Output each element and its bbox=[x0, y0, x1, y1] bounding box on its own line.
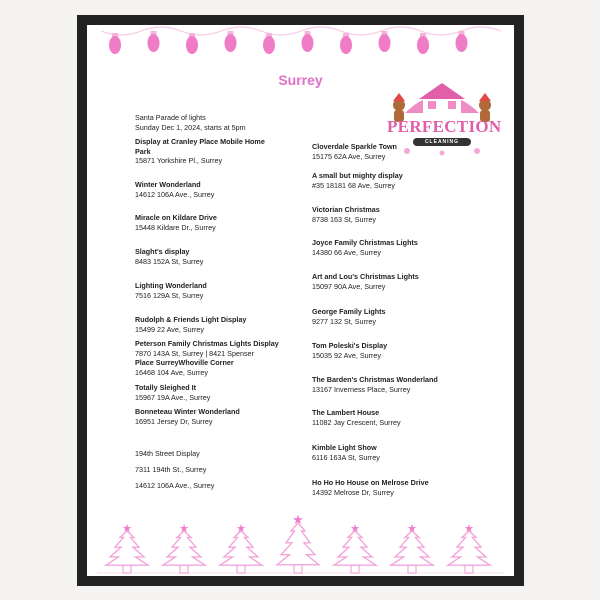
tree-outline bbox=[334, 531, 376, 565]
entry-detail: 15448 Kildare Dr., Surrey bbox=[135, 222, 216, 232]
tree-trunk bbox=[351, 565, 359, 573]
entry-name: A small but mighty display bbox=[312, 171, 403, 180]
tree-trunk bbox=[408, 565, 416, 573]
entry-detail: 14392 Melrose Dr, Surrey bbox=[312, 487, 394, 497]
entry-detail: 16951 Jersey Dr, Surrey bbox=[135, 416, 213, 426]
entry-name: Rudolph & Friends Light Display bbox=[135, 315, 247, 324]
list-item bbox=[135, 407, 240, 426]
poster-page bbox=[87, 25, 514, 576]
list-item bbox=[312, 307, 386, 326]
string-lights-decoration bbox=[101, 25, 501, 65]
light-bulb-icon bbox=[263, 36, 275, 54]
list-item bbox=[135, 449, 200, 459]
star-icon: ★ bbox=[236, 523, 246, 535]
list-item bbox=[135, 213, 217, 232]
tree-outline bbox=[106, 531, 148, 565]
list-item bbox=[312, 375, 438, 394]
tree-trunk bbox=[123, 565, 131, 573]
entry-name: Kimble Light Show bbox=[312, 443, 377, 452]
tree-trunk bbox=[465, 565, 473, 573]
left-column bbox=[135, 113, 305, 493]
light-bulb-icon bbox=[379, 34, 391, 52]
list-item bbox=[312, 272, 419, 291]
christmas-tree-icon bbox=[163, 523, 205, 573]
entry-detail: 7311 194th St., Surrey bbox=[135, 465, 207, 474]
entry-name: George Family Lights bbox=[312, 307, 386, 316]
tree-outline bbox=[220, 531, 262, 565]
list-item bbox=[135, 315, 246, 334]
christmas-trees-decoration bbox=[87, 497, 514, 576]
entry-detail: 8483 152A St, Surrey bbox=[135, 256, 204, 266]
tree-outline bbox=[277, 523, 319, 565]
entry-detail: 6116 163A St, Surrey bbox=[312, 452, 380, 462]
entry-name: The Barden's Christmas Wonderland bbox=[312, 375, 438, 384]
entry-detail: 13167 Inverness Place, Surrey bbox=[312, 384, 411, 394]
christmas-tree-icon bbox=[448, 523, 490, 573]
entry-detail: 14612 106A Ave., Surrey bbox=[135, 481, 215, 490]
christmas-tree-icon bbox=[391, 523, 433, 573]
light-bulb-icon bbox=[456, 34, 468, 52]
entry-name: Peterson Family Christmas Lights Display bbox=[135, 339, 279, 348]
list-item bbox=[312, 238, 418, 257]
list-item bbox=[135, 358, 234, 377]
list-item bbox=[135, 465, 206, 475]
tree-outline bbox=[163, 531, 205, 565]
entry-name: Totally Sleighed It bbox=[135, 383, 196, 392]
entry-name: Slaght's display bbox=[135, 247, 190, 256]
tree-outline bbox=[448, 531, 490, 565]
entry-detail: 14612 106A Ave., Surrey bbox=[135, 189, 215, 199]
entry-detail: 9277 132 St, Surrey bbox=[312, 316, 376, 326]
tree-trunk bbox=[294, 565, 302, 573]
list-item bbox=[312, 408, 401, 427]
list-item bbox=[135, 281, 207, 300]
entry-detail: 7516 129A St, Surrey bbox=[135, 290, 204, 300]
christmas-tree-icon bbox=[106, 523, 148, 573]
light-bulb-icon bbox=[225, 34, 237, 52]
entry-detail: 15499 22 Ave, Surrey bbox=[135, 324, 204, 334]
light-bulb-icon bbox=[340, 36, 352, 54]
list-item bbox=[135, 383, 210, 402]
entry-name: Victorian Christmas bbox=[312, 205, 380, 214]
entry-detail: 8738 163 St, Surrey bbox=[312, 214, 376, 224]
right-column bbox=[312, 142, 502, 502]
entry-name: Art and Lou's Christmas Lights bbox=[312, 272, 419, 281]
entry-detail: #35 18181 68 Ave, Surrey bbox=[312, 180, 395, 190]
list-item bbox=[135, 247, 203, 266]
light-bulb-icon bbox=[109, 36, 121, 54]
logo-tagline: CLEANING bbox=[413, 138, 471, 146]
star-icon: ★ bbox=[292, 512, 304, 527]
list-item bbox=[312, 142, 397, 161]
entry-detail: 15967 19A Ave., Surrey bbox=[135, 392, 211, 402]
entry-detail: Sunday Dec 1, 2024, starts at 5pm bbox=[135, 122, 246, 132]
tree-trunk bbox=[180, 565, 188, 573]
logo-brand-text: PERFECTION bbox=[387, 117, 502, 136]
entry-detail: 11082 Jay Crescent, Surrey bbox=[312, 417, 401, 427]
entry-name: The Lambert House bbox=[312, 408, 380, 417]
light-bulb-icon bbox=[417, 36, 429, 54]
entry-detail: 15097 90A Ave, Surrey bbox=[312, 281, 386, 291]
tree-trunk bbox=[237, 565, 245, 573]
list-item bbox=[135, 137, 265, 166]
tree-outline bbox=[391, 531, 433, 565]
entry-name: Display at Cranley Place Mobile Home bbox=[135, 137, 265, 146]
star-icon: ★ bbox=[350, 523, 360, 535]
entry-name: Place SurreyWhoville Corner bbox=[135, 358, 234, 367]
light-bulb-icon bbox=[186, 36, 198, 54]
entry-detail: 16468 104 Ave, Surrey bbox=[135, 367, 208, 377]
entry-name: Ho Ho Ho House on Melrose Drive bbox=[312, 478, 429, 487]
entry-detail: 15871 Yorkshire Pl., Surrey bbox=[135, 156, 223, 165]
entry-name: Winter Wonderland bbox=[135, 180, 201, 189]
entry-detail: 14380 66 Ave, Surrey bbox=[312, 247, 381, 257]
christmas-tree-icon bbox=[277, 512, 319, 573]
list-item bbox=[135, 180, 214, 199]
list-item bbox=[135, 339, 279, 358]
entry-name: 194th Street Display bbox=[135, 449, 200, 458]
entry-detail: 15175 62A Ave, Surrey bbox=[312, 151, 386, 161]
christmas-tree-icon bbox=[334, 523, 376, 573]
star-icon: ★ bbox=[464, 523, 474, 535]
entry-name: Cloverdale Sparkle Town bbox=[312, 142, 397, 151]
star-icon: ★ bbox=[122, 523, 132, 535]
light-bulb-icon bbox=[148, 34, 160, 52]
list-item bbox=[135, 113, 246, 132]
entry-detail: 15035 92 Ave, Surrey bbox=[312, 350, 381, 360]
list-item bbox=[312, 205, 380, 224]
light-bulb-icon bbox=[302, 34, 314, 52]
entry-name: Bonneteau Winter Wonderland bbox=[135, 407, 240, 416]
star-icon: ★ bbox=[407, 523, 417, 535]
list-item bbox=[312, 443, 380, 462]
list-item bbox=[135, 481, 214, 491]
entry-detail: 7870 143A St, Surrey | 8421 Spenser bbox=[135, 348, 254, 358]
list-item bbox=[312, 171, 403, 190]
christmas-tree-icon bbox=[220, 523, 262, 573]
entry-name: Joyce Family Christmas Lights bbox=[312, 238, 418, 247]
entry-name: Lighting Wonderland bbox=[135, 281, 207, 290]
list-item bbox=[312, 341, 387, 360]
page-title: Surrey bbox=[278, 72, 323, 88]
entry-name: Santa Parade of lights bbox=[135, 113, 206, 122]
entry-name-cont: Park bbox=[135, 146, 151, 156]
list-item bbox=[312, 478, 429, 497]
entry-name: Miracle on Kildare Drive bbox=[135, 213, 217, 222]
entry-name: Tom Poleski's Display bbox=[312, 341, 388, 350]
star-icon: ★ bbox=[179, 523, 189, 535]
